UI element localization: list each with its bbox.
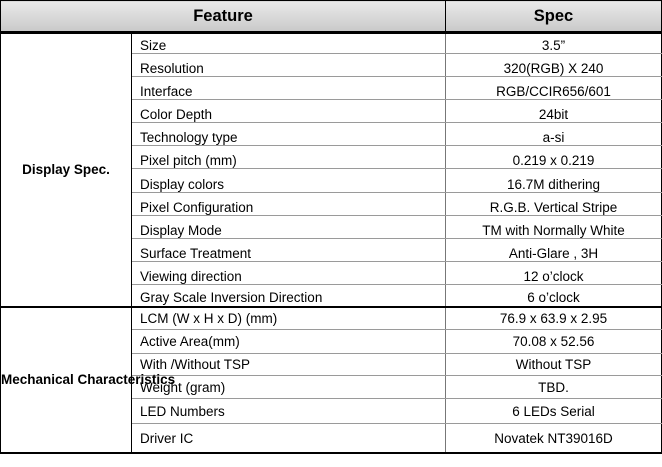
feature-cell (132, 193, 446, 216)
feature-cell (132, 354, 446, 376)
spec-text: TBD. (538, 379, 569, 395)
feature-text: Weight (gram) (140, 379, 226, 395)
feature-cell (132, 399, 446, 424)
feature-cell (132, 239, 446, 262)
feature-text: Color Depth (140, 106, 213, 122)
feature-column-header: Feature (1, 1, 446, 33)
feature-text: Technology type (140, 129, 238, 145)
spec-text: 12 o’clock (523, 268, 584, 284)
spec-text: a-si (542, 129, 565, 145)
spec-text: 16.7M dithering (506, 176, 601, 192)
table-row (1, 307, 662, 330)
spec-cell (446, 54, 662, 77)
spec-text: 320(RGB) X 240 (503, 60, 604, 76)
feature-text: LCM (W x H x D) (mm) (140, 311, 278, 326)
feature-text: Display Mode (140, 222, 222, 238)
spec-cell (446, 146, 662, 169)
spec-text: 0.219 x 0.219 (512, 152, 595, 168)
feature-text: Gray Scale Inversion Direction (140, 290, 323, 305)
feature-text: Size (140, 37, 167, 53)
spec-cell (446, 33, 662, 54)
feature-cell (132, 285, 446, 307)
spec-text: Anti-Glare , 3H (508, 245, 599, 261)
spec-cell (446, 216, 662, 239)
spec-cell (446, 77, 662, 100)
feature-cell (132, 330, 446, 354)
spec-cell (446, 100, 662, 123)
spec-cell (446, 193, 662, 216)
spec-cell (446, 239, 662, 262)
spec-text: 6 LEDs Serial (512, 403, 595, 419)
feature-cell (132, 424, 446, 453)
spec-cell (446, 354, 662, 376)
table-row (1, 33, 662, 54)
feature-text: With /Without TSP (140, 357, 251, 373)
spec-text: 70.08 x 52.56 (512, 334, 595, 350)
group-display-spec-label: Display Spec. (1, 33, 132, 307)
feature-cell (132, 54, 446, 77)
spec-cell (446, 169, 662, 193)
group-mechanical-characteristics-label: Mechanical Characteristics (1, 307, 132, 453)
spec-cell (446, 123, 662, 146)
feature-text: Interface (140, 83, 193, 99)
spec-cell (446, 285, 662, 307)
feature-cell (132, 77, 446, 100)
feature-text: Resolution (140, 60, 204, 76)
feature-text: Pixel pitch (mm) (140, 152, 237, 168)
spec-cell (446, 307, 662, 330)
feature-text: Display colors (140, 176, 225, 192)
spec-text: 6 o’clock (527, 290, 580, 305)
feature-cell (132, 216, 446, 239)
feature-text: LED Numbers (140, 403, 225, 419)
feature-cell (132, 307, 446, 330)
feature-cell (132, 123, 446, 146)
spec-text: TM with Normally White (482, 222, 625, 238)
spec-text: 3.5” (541, 37, 566, 53)
spec-text: Novatek NT39016D (494, 430, 613, 446)
spec-text: R.G.B. Vertical Stripe (489, 199, 618, 215)
feature-cell (132, 169, 446, 193)
spec-cell (446, 424, 662, 453)
feature-text: Viewing direction (140, 268, 242, 284)
feature-cell (132, 262, 446, 285)
spec-text: 24bit (538, 106, 569, 122)
feature-cell (132, 100, 446, 123)
feature-cell (132, 146, 446, 169)
spec-cell (446, 330, 662, 354)
feature-text: Driver IC (140, 430, 194, 446)
spec-column-header: Spec (446, 1, 662, 33)
spec-cell (446, 262, 662, 285)
table-body (1, 33, 662, 453)
spec-cell (446, 399, 662, 424)
spec-text: Without TSP (515, 357, 592, 373)
spec-cell (446, 376, 662, 399)
table-header-row (1, 1, 662, 33)
feature-text: Active Area(mm) (140, 334, 240, 350)
feature-cell (132, 376, 446, 399)
spec-text: 76.9 x 63.9 x 2.95 (499, 311, 608, 326)
spec-text: RGB/CCIR656/601 (496, 83, 611, 99)
feature-cell (132, 33, 446, 54)
feature-text: Surface Treatment (140, 245, 252, 261)
feature-text: Pixel Configuration (140, 199, 254, 215)
